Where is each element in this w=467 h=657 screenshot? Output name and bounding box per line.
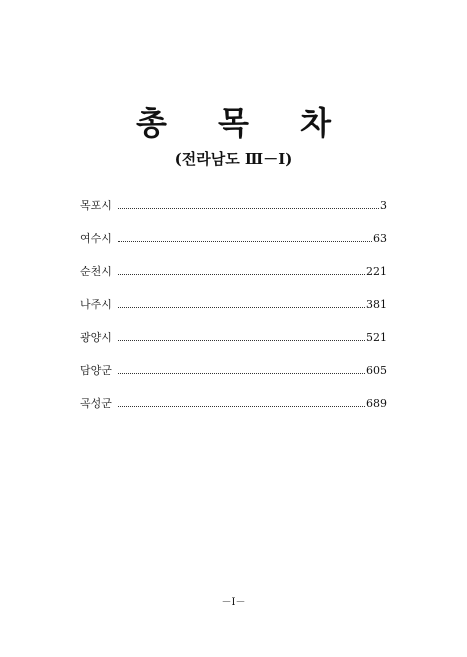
toc-entry-mokpo[interactable]: [80, 197, 387, 230]
toc-entry-label: 곡성군: [80, 397, 112, 410]
toc-leader-dots: [118, 240, 372, 242]
toc-entry-gokseong[interactable]: [80, 395, 387, 428]
toc-entry-gwangyang[interactable]: [80, 329, 387, 362]
toc-entry-page: 605: [366, 364, 387, 377]
toc-entry-label: 나주시: [80, 298, 112, 311]
page-number: －Ⅰ－: [221, 597, 246, 608]
toc-leader-dots: [118, 306, 365, 308]
toc-entry-page: 63: [373, 232, 387, 245]
toc-entry-damyang[interactable]: [80, 362, 387, 395]
toc-entry-label: 담양군: [80, 364, 112, 377]
toc-leader-dots: [118, 405, 365, 407]
toc-entry-naju[interactable]: [80, 296, 387, 329]
toc-entry-label: 목포시: [80, 199, 112, 212]
page-subtitle: (전라남도 Ⅲ－Ⅰ): [174, 150, 293, 168]
toc-entry-page: 221: [366, 265, 387, 278]
toc-entry-label: 여수시: [80, 232, 112, 245]
toc-entry-page: 521: [366, 331, 387, 344]
toc-entry-yeosu[interactable]: [80, 230, 387, 263]
toc-entry-page: 3: [380, 199, 387, 212]
page-title: 총 목 차: [135, 104, 352, 142]
toc-leader-dots: [118, 339, 365, 341]
table-of-contents: [80, 197, 387, 428]
toc-entry-suncheon[interactable]: [80, 263, 387, 296]
toc-leader-dots: [118, 207, 379, 209]
toc-entry-label: 순천시: [80, 265, 112, 278]
toc-leader-dots: [118, 372, 365, 374]
toc-entry-page: 381: [366, 298, 387, 311]
toc-leader-dots: [118, 273, 365, 275]
toc-entry-page: 689: [366, 397, 387, 410]
toc-entry-label: 광양시: [80, 331, 112, 344]
